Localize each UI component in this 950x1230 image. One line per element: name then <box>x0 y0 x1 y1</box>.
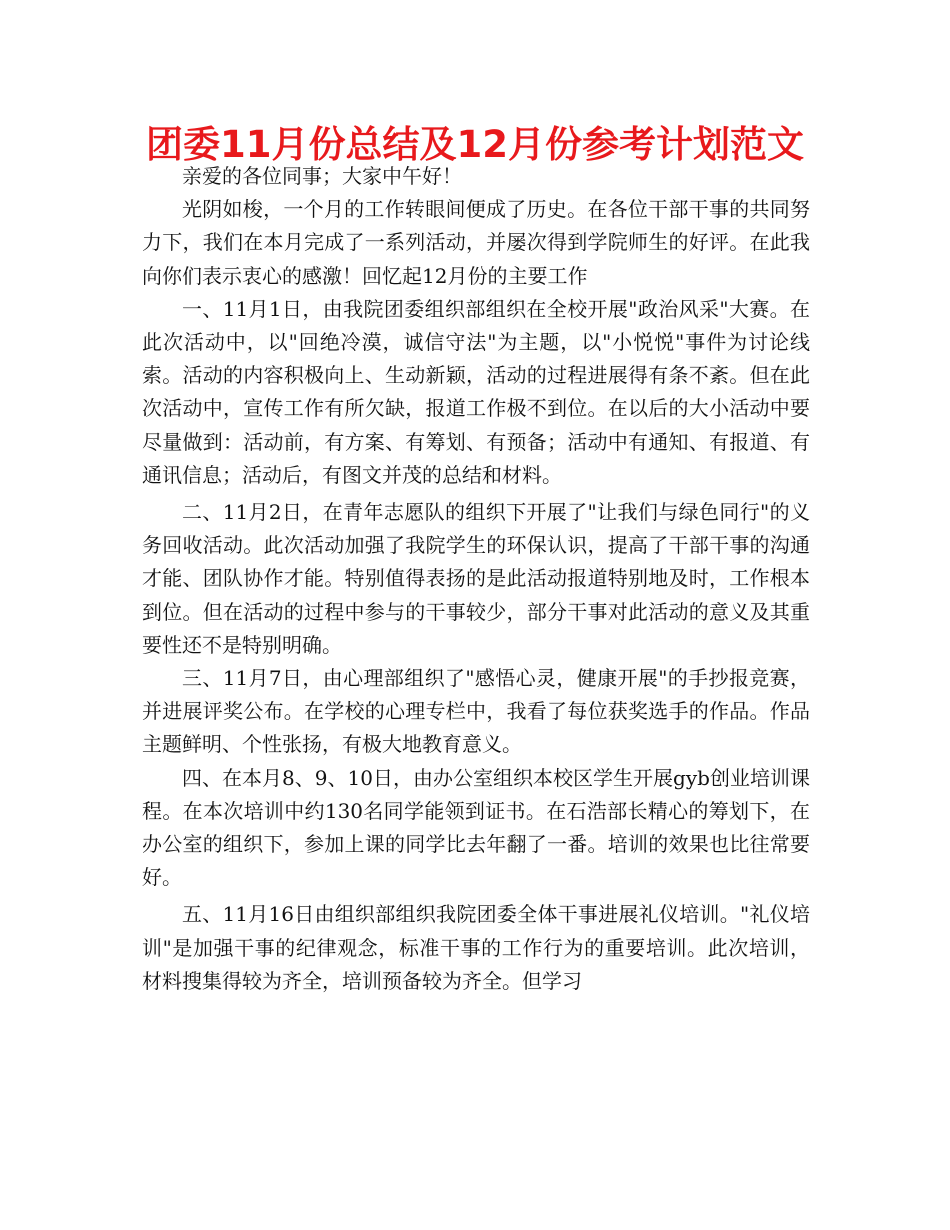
item-five-paragraph: 五、11月16日由组织部组织我院团委全体干事进展礼仪培训。"礼仪培训"是加强干事的纪律观念，标准干事的工作行为的重要培训。此次培训，材料搜集得较为齐全，培训预备较为齐全。但学习 <box>142 902 810 993</box>
greeting-paragraph: 亲爱的各位同事；大家中午好！ <box>182 164 462 188</box>
item-two-paragraph: 二、11月2日，在青年志愿队的组织下开展了"让我们与绿色同行"的义务回收活动。此次活动加强了我院学生的环保认识，提高了干部干事的沟通才能、团队协作才能。特别值得表扬的是此活动报道特别地及时，工作根本到位。但在活动的过程中参与的干事较少，部分干事对此活动的意义及其重要性还不是特别明确。 <box>142 500 810 657</box>
item-one-paragraph: 一、11月1日，由我院团委组织部组织在全校开展"政治风采"大赛。在此次活动中，以"回绝冷漠，诚信守法"为主题，以"小悦悦"事件为讨论线索。活动的内容积极向上、生动新颖，活动的过程进展得有条不紊。但在此次活动中，宣传工作有所欠缺，报道工作极不到位。在以后的大小活动中要尽量做到：活动前，有方案、有筹划、有预备；活动中有通知、有报道、有通讯信息；活动后，有图文并茂的总结和材料。 <box>142 296 810 487</box>
document-title: 团委11月份总结及12月份参考计划范文 <box>146 123 804 166</box>
document-body <box>142 160 810 998</box>
item-three-paragraph: 三、11月7日，由心理部组织了"感悟心灵，健康开展"的手抄报竞赛，并进展评奖公布。在学校的心理专栏中，我看了每位获奖选手的作品。作品主题鲜明、个性张扬，有极大地教育意义。 <box>142 666 810 757</box>
intro-paragraph: 光阴如梭，一个月的工作转眼间便成了历史。在各位干部干事的共同努力下，我们在本月完成了一系列活动，并屡次得到学院师生的好评。在此我向你们表示衷心的感激！回忆起12月份的主要工作 <box>142 197 810 288</box>
item-four-paragraph: 四、在本月8、9、10日，由办公室组织本校区学生开展gyb创业培训课程。在本次培训中约130名同学能领到证书。在石浩部长精心的筹划下，在办公室的组织下，参加上课的同学比去年翻了一番。培训的效果也比往常要好。 <box>142 765 810 890</box>
